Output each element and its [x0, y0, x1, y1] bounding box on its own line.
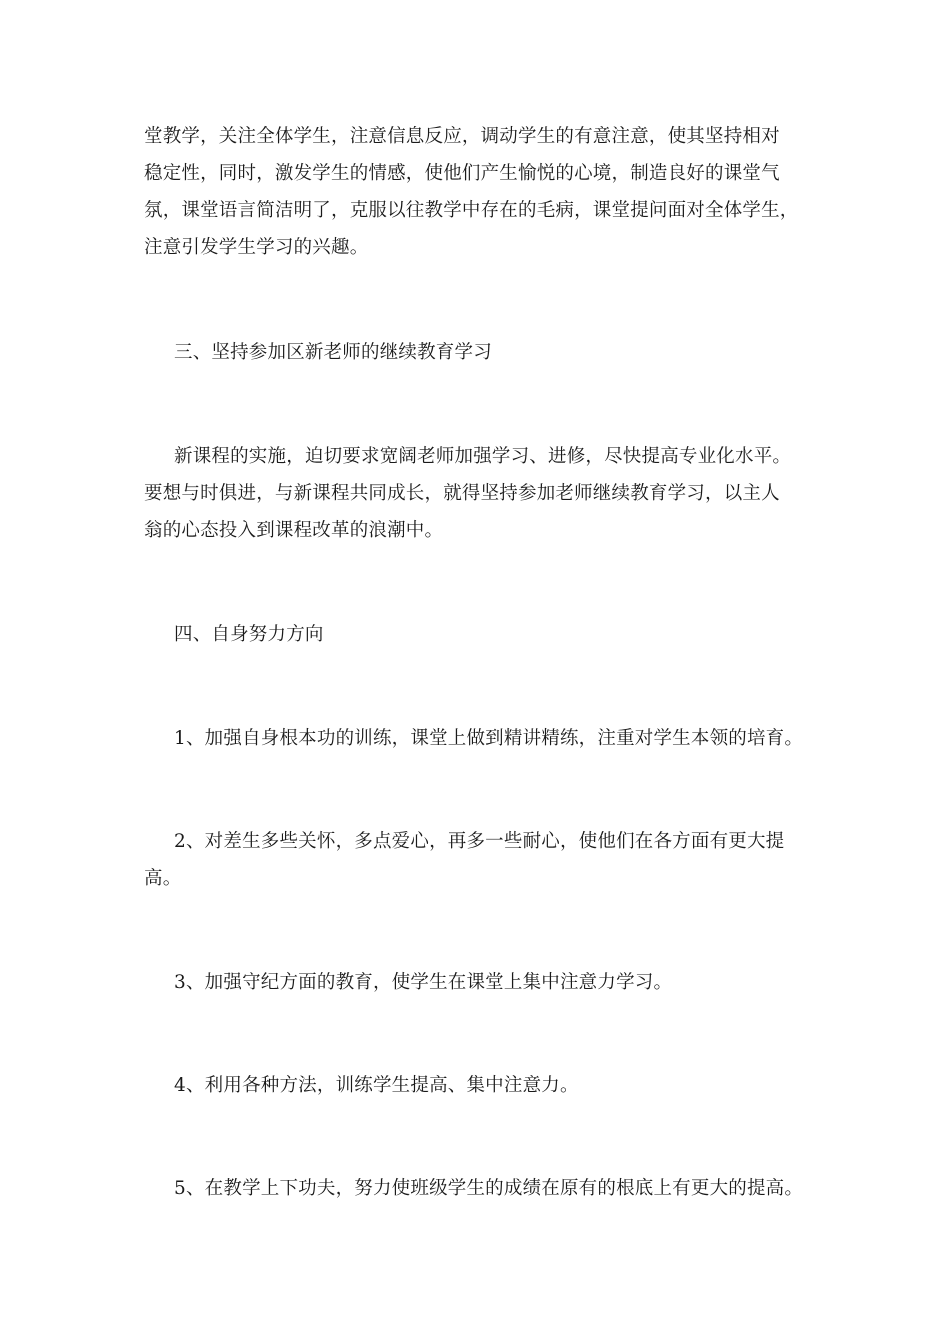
- text-line: 1、加强自身根本功的训练，课堂上做到精讲精练，注重对学生本领的培育。: [174, 728, 804, 749]
- text-line: 翁的心态投入到课程改革的浪潮中。: [144, 520, 444, 541]
- text-line: 注意引发学生学习的兴趣。: [144, 237, 369, 258]
- list-item-2: [144, 823, 804, 897]
- text-line: 新课程的实施，迫切要求宽阔老师加强学习、进修，尽快提高专业化水平。: [174, 446, 792, 467]
- text-line: 高。: [144, 868, 182, 889]
- list-item-5: [144, 1170, 804, 1207]
- text-line: 3、加强守纪方面的教育，使学生在课堂上集中注意力学习。: [174, 972, 673, 993]
- text-line: 4、利用各种方法，训练学生提高、集中注意力。: [174, 1075, 579, 1096]
- paragraph-continuation: [144, 118, 804, 266]
- heading-text: 四、自身努力方向: [174, 624, 324, 645]
- list-item-4: [144, 1067, 804, 1104]
- text-line: 2、对差生多些关怀，多点爱心，再多一些耐心，使他们在各方面有更大提: [174, 831, 785, 852]
- heading-text: 三、坚持参加区新老师的继续教育学习: [174, 342, 492, 363]
- text-line: 氛，课堂语言简洁明了，克服以往教学中存在的毛病，课堂提问面对全体学生，: [144, 200, 799, 221]
- list-item-3: [144, 964, 804, 1001]
- text-line: 5、在教学上下功夫，努力使班级学生的成绩在原有的根底上有更大的提高。: [174, 1178, 804, 1199]
- paragraph-new-curriculum: [144, 438, 804, 549]
- section-heading-4: [144, 616, 804, 653]
- section-heading-3: [144, 334, 804, 371]
- text-line: 稳定性，同时，激发学生的情感，使他们产生愉悦的心境，制造良好的课堂气: [144, 163, 780, 184]
- list-item-1: [144, 720, 804, 757]
- text-line: 要想与时俱进，与新课程共同成长，就得坚持参加老师继续教育学习，以主人: [144, 483, 780, 504]
- text-line: 堂教学，关注全体学生，注意信息反应，调动学生的有意注意，使其坚持相对: [144, 126, 780, 147]
